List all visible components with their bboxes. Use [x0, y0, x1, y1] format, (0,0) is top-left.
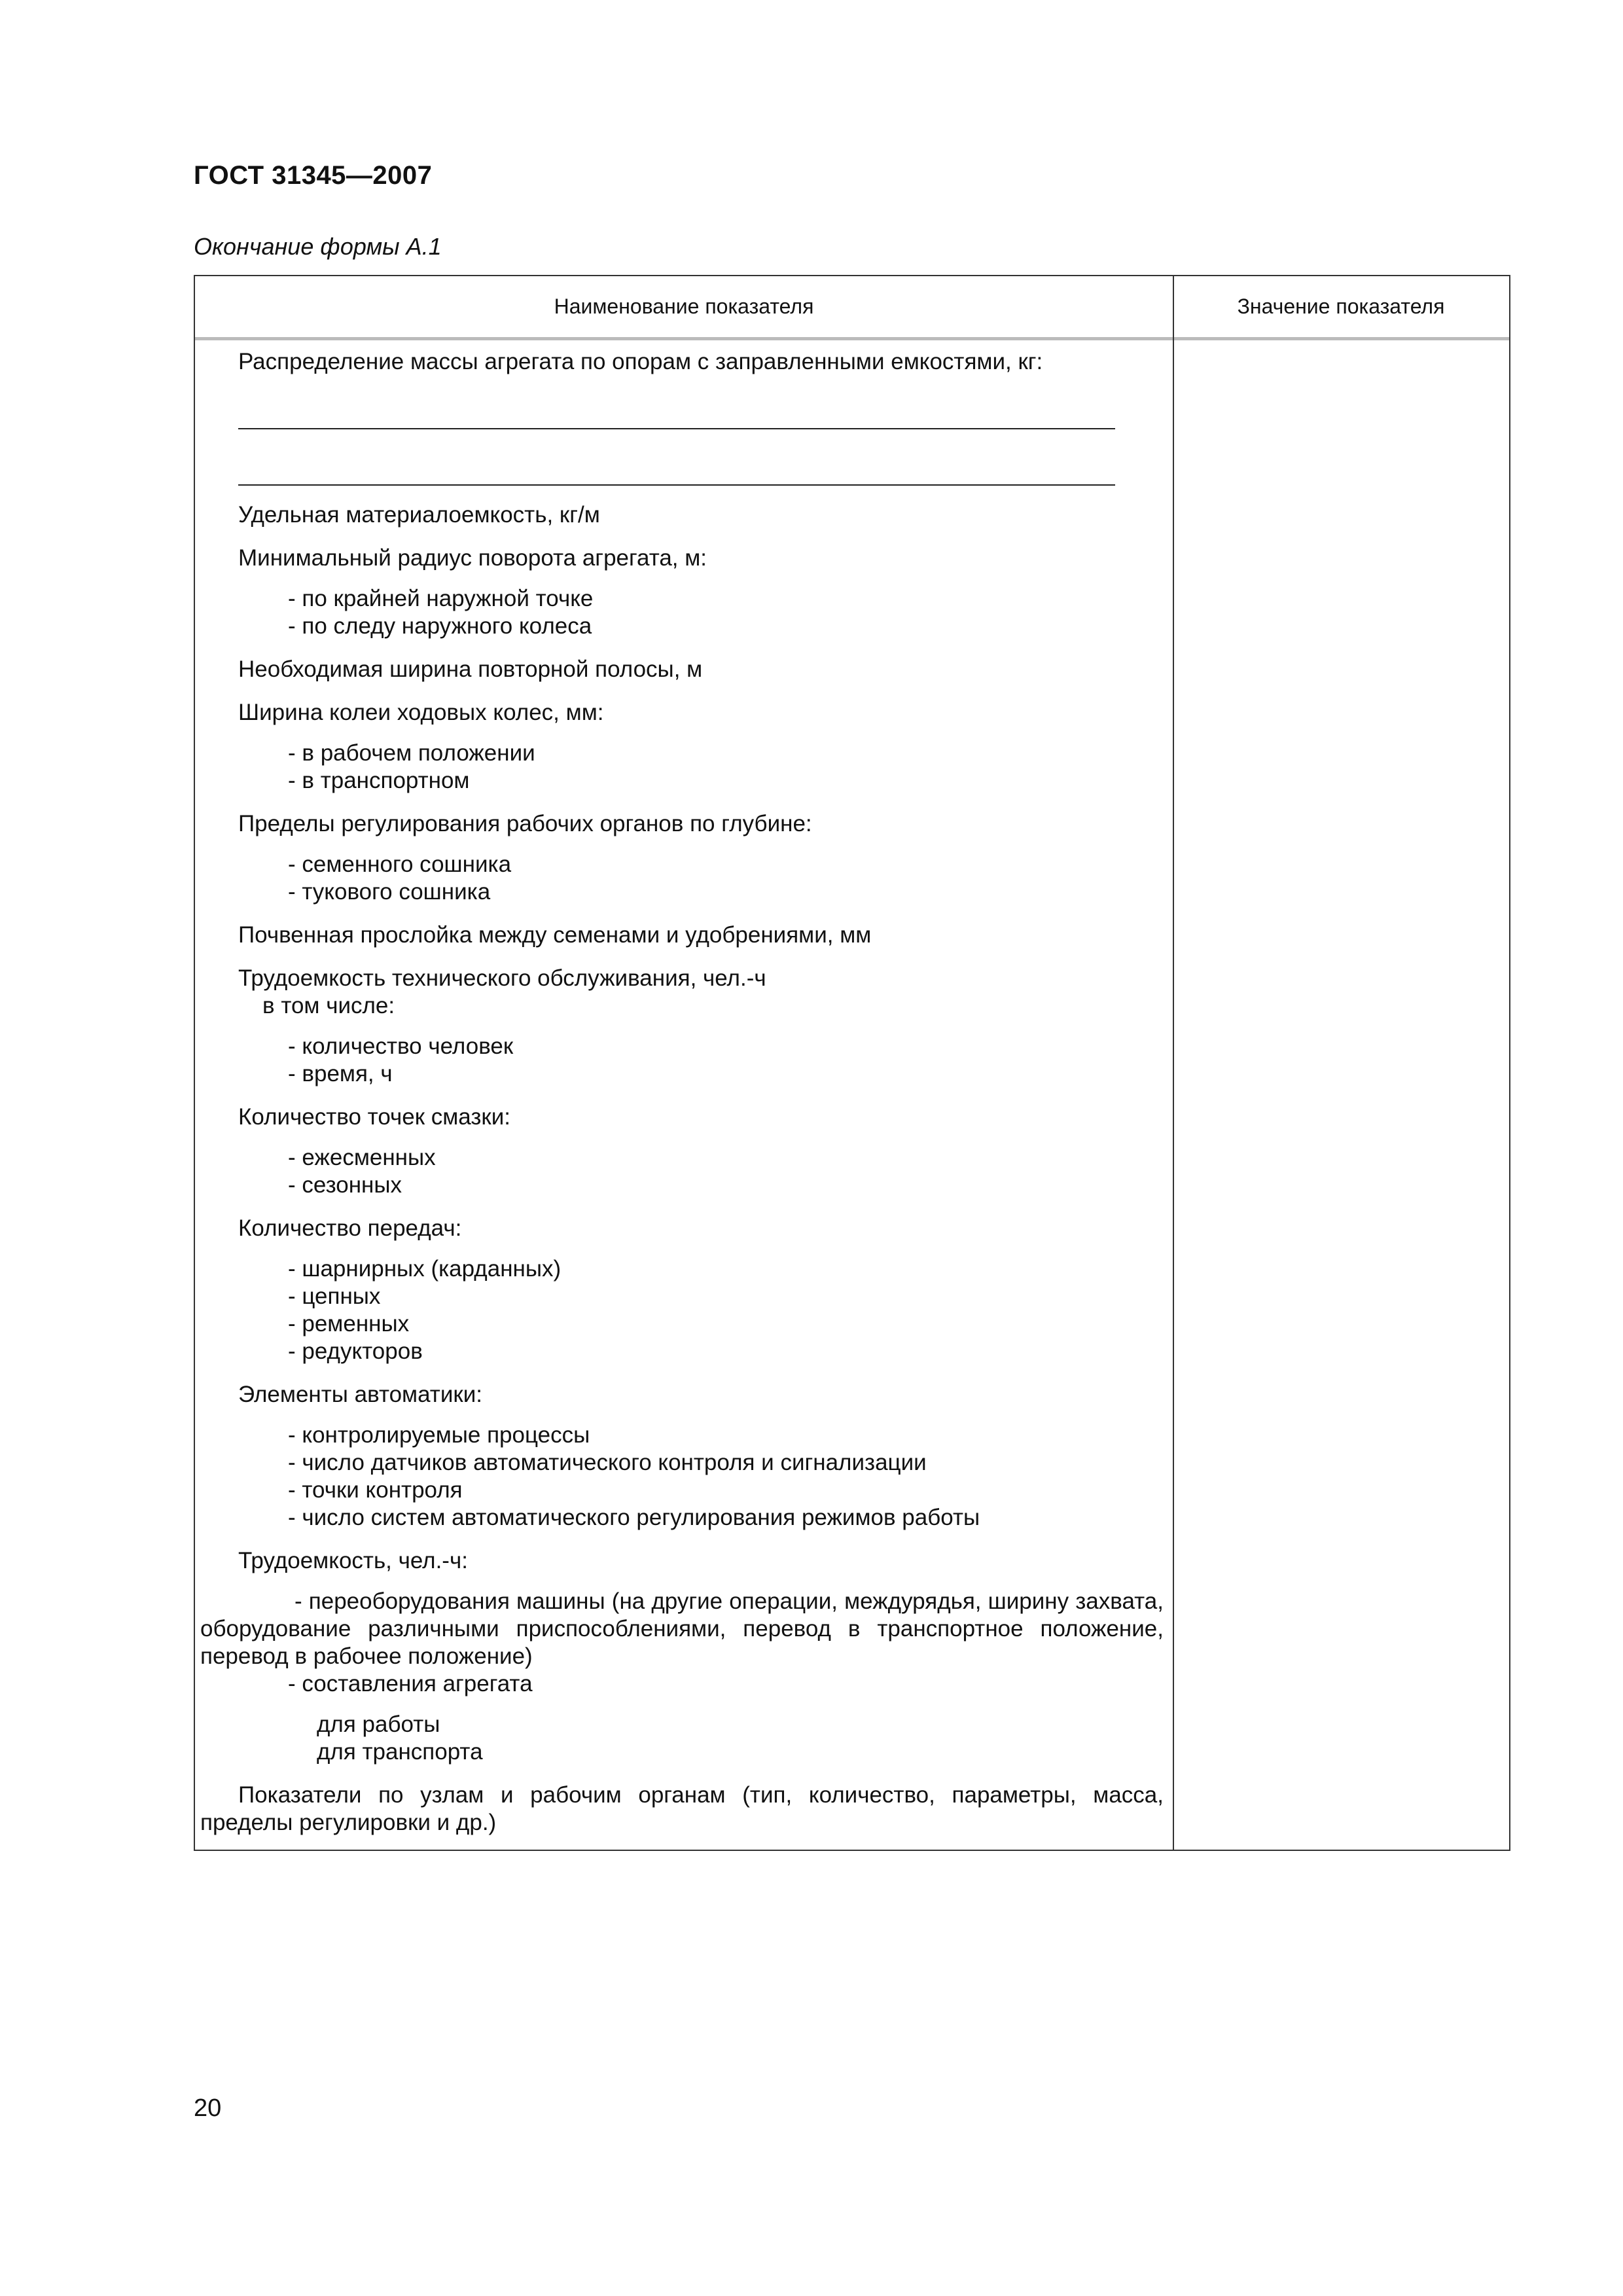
sub-item-reequip: - переоборудования машины (на другие операции, междурядья, ширину захвата, оборудование различными приспособлениями, перевод в транспортное положение, перевод в рабочее положение)	[200, 1588, 1164, 1669]
sub-item: - в транспортном	[288, 768, 470, 793]
form-caption: Окончание формы А.1	[194, 233, 442, 260]
sub-item: - точки контроля	[288, 1477, 463, 1503]
sub-item: - по крайней наружной точке	[288, 586, 594, 611]
sub-item: - составления агрегата	[288, 1671, 533, 1696]
sub-item: - по следу наружного колеса	[288, 613, 592, 639]
document-code: ГОСТ 31345—2007	[194, 161, 433, 190]
sub-item: - сезонных	[288, 1172, 402, 1198]
indicator-depth-limits: Пределы регулирования рабочих органов по глубине:	[238, 811, 812, 836]
indicator-lube-points: Количество точек смазки:	[238, 1104, 511, 1130]
indicator-automation: Элементы автоматики:	[238, 1382, 482, 1407]
indicator-maintenance-labor: Трудоемкость технического обслуживания, чел.-ч	[238, 965, 766, 991]
column-header-value: Значение показателя	[1237, 295, 1445, 318]
indicator-soil-layer: Почвенная прослойка между семенами и удобрениями, мм	[238, 922, 872, 948]
column-header-name: Наименование показателя	[554, 295, 814, 318]
sub-item: - семенного сошника	[288, 852, 512, 877]
indicator-min-turn-radius: Минимальный радиус поворота агрегата, м:	[238, 545, 707, 571]
table-header	[195, 276, 1509, 340]
sub-sub-item: для транспорта	[317, 1739, 483, 1765]
sub-item: - число систем автоматического регулирования режимов работы	[288, 1505, 980, 1530]
sub-item: - шарнирных (карданных)	[288, 1256, 562, 1282]
sub-item: - количество человек	[288, 1033, 514, 1059]
sub-item: - контролируемые процессы	[288, 1422, 590, 1448]
indicator-units: Показатели по узлам и рабочим органам (тип, количество, параметры, масса, пределы регулировки и др.)	[200, 1782, 1164, 1835]
column-divider	[1173, 276, 1174, 1850]
page-number: 20	[194, 2094, 222, 2122]
including-label: в том числе:	[262, 993, 395, 1018]
sub-item: - число датчиков автоматического контроля и сигнализации	[288, 1450, 927, 1475]
sub-item: - цепных	[288, 1283, 381, 1309]
indicator-repeat-strip-width: Необходимая ширина повторной полосы, м	[238, 656, 703, 682]
sub-sub-item: для работы	[317, 1712, 440, 1737]
indicator-labor: Трудоемкость, чел.-ч:	[238, 1548, 468, 1573]
fill-in-line	[238, 427, 1115, 429]
sub-item: - в рабочем положении	[288, 740, 535, 766]
indicator-gears-count: Количество передач:	[238, 1215, 462, 1241]
sub-item: - редукторов	[288, 1338, 423, 1364]
indicator-track-width: Ширина колеи ходовых колес, мм:	[238, 700, 604, 725]
indicator-names-column	[200, 348, 1168, 1837]
indicator-mass-distribution: Распределение массы агрегата по опорам с заправленными емкостями, кг:	[238, 349, 1043, 374]
sub-item: - ременных	[288, 1311, 410, 1336]
indicators-table	[194, 275, 1510, 1851]
fill-in-line	[238, 483, 1115, 486]
sub-item: - время, ч	[288, 1061, 393, 1086]
sub-item: - ежесменных	[288, 1145, 436, 1170]
indicator-specific-material: Удельная материалоемкость, кг/м	[238, 502, 600, 528]
sub-item: - тукового сошника	[288, 879, 491, 905]
